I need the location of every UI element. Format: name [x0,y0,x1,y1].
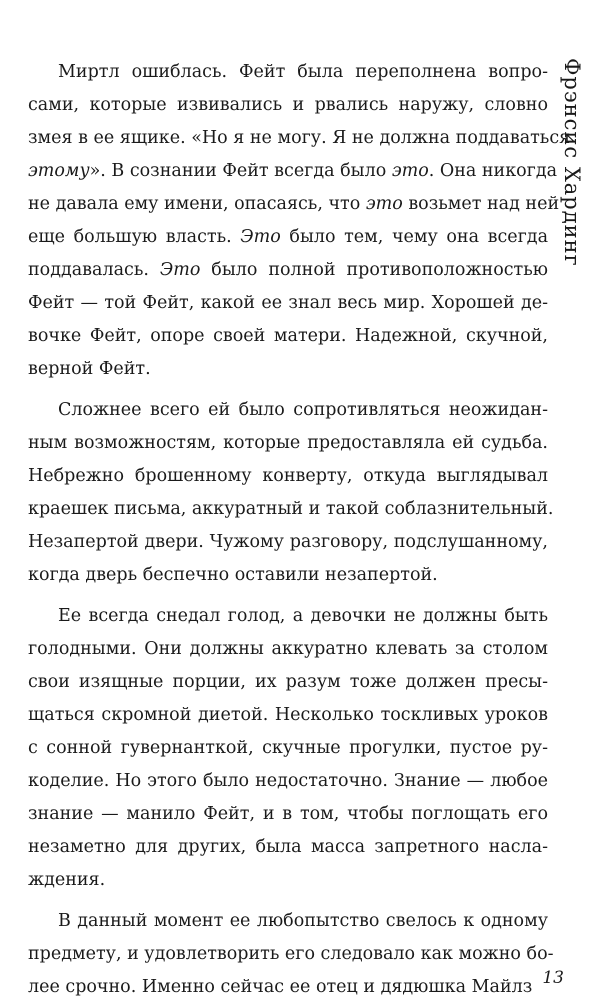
italic-run: это [391,161,429,181]
text-line [28,155,558,188]
text-run: Фейт — той Фейт, какой ее знал весь мир. Хорошей де- [28,293,548,313]
text-run: коделие. Но этого было недостаточно. Знание — любое [28,771,548,791]
text-run: ». В сознании Фейт всегда было [89,161,392,181]
text-line [28,427,548,460]
text-run: . Она никогда [428,161,558,181]
text-run: было полной противоположностью [200,260,548,280]
text-run: В данный момент ее любопытство свелось к одному [58,911,548,931]
text-run: вочке Фейт, опоре своей матери. Надежной, скучной, [28,326,548,346]
text-run: знание — манило Фейт, и в том, чтобы поглощать его [28,804,548,824]
running-head: Фрэнсис Хардинг [560,58,584,267]
text-line [28,765,548,798]
text-run: свои изящные порции, их разум тоже должен пресы- [28,672,548,692]
text-line [28,89,548,122]
text-run: ждения. [28,870,106,890]
italic-run: Это [159,260,201,280]
text-line [28,905,548,938]
text-line [28,122,571,155]
page-number: 13 [542,968,564,988]
italic-run: это [365,194,403,214]
text-run: с сонной гувернанткой, скучные прогулки, пустое ру- [28,738,548,758]
text-run: Незапертой двери. Чужому разговору, подслушанному, [28,532,548,552]
text-run: Миртл ошиблась. Фейт была переполнена вопро- [58,62,548,82]
text-run: предмету, и удовлетворить его следовало как можно бо- [28,944,554,964]
text-line [28,221,548,254]
text-line [28,188,560,221]
text-run: еще большую власть. [28,227,241,247]
text-line [28,460,548,493]
text-run: не давала ему имени, опасаясь, что [28,194,366,214]
text-line [28,526,548,559]
text-run: голодными. Они должны аккуратно клевать за столом [28,639,548,659]
text-run: верной Фейт. [28,359,151,379]
text-line [28,287,548,320]
text-line [28,831,548,864]
text-line [28,798,548,831]
text-line [28,600,548,633]
text-line [28,394,548,427]
text-line [28,666,548,699]
text-line [28,971,548,1004]
text-line [28,732,548,765]
text-line [28,320,548,353]
text-line [28,633,548,666]
text-line [28,493,554,526]
text-run: лее срочно. Именно сейчас ее отец и дядюшка Майлз [28,977,533,997]
text-line [28,938,554,971]
text-run: поддавалась. [28,260,160,280]
text-run: возьмет над ней [402,194,560,214]
text-run: когда дверь беспечно оставили незапертой. [28,565,438,585]
italic-run: Это [240,227,281,247]
text-run: незаметно для других, была масса запретного насла- [28,837,548,857]
text-run: змея в ее ящике. «Но я не могу. Я не должна поддаваться [28,128,571,148]
text-run: сами, которые извивались и рвались наружу, словно [28,95,548,115]
text-line [28,559,548,592]
text-run: краешек письма, аккуратный и такой соблазнительный. [28,499,554,519]
italic-run: этому [28,161,90,181]
text-run: Сложнее всего ей было сопротивляться неожидан- [58,400,548,420]
text-line [28,699,548,732]
text-line [28,56,548,89]
text-run: щаться скромной диетой. Несколько тоскливых уроков [28,705,548,725]
text-run: ным возможностям, которые предоставляла ей судьба. [28,433,548,453]
text-run: Ее всегда снедал голод, а девочки не должны быть [58,606,548,626]
text-line [28,864,548,897]
text-run: было тем, чему она всегда [280,227,548,247]
text-line [28,254,548,287]
text-line [28,353,548,386]
text-run: Небрежно брошенному конверту, откуда выглядывал [28,466,548,486]
